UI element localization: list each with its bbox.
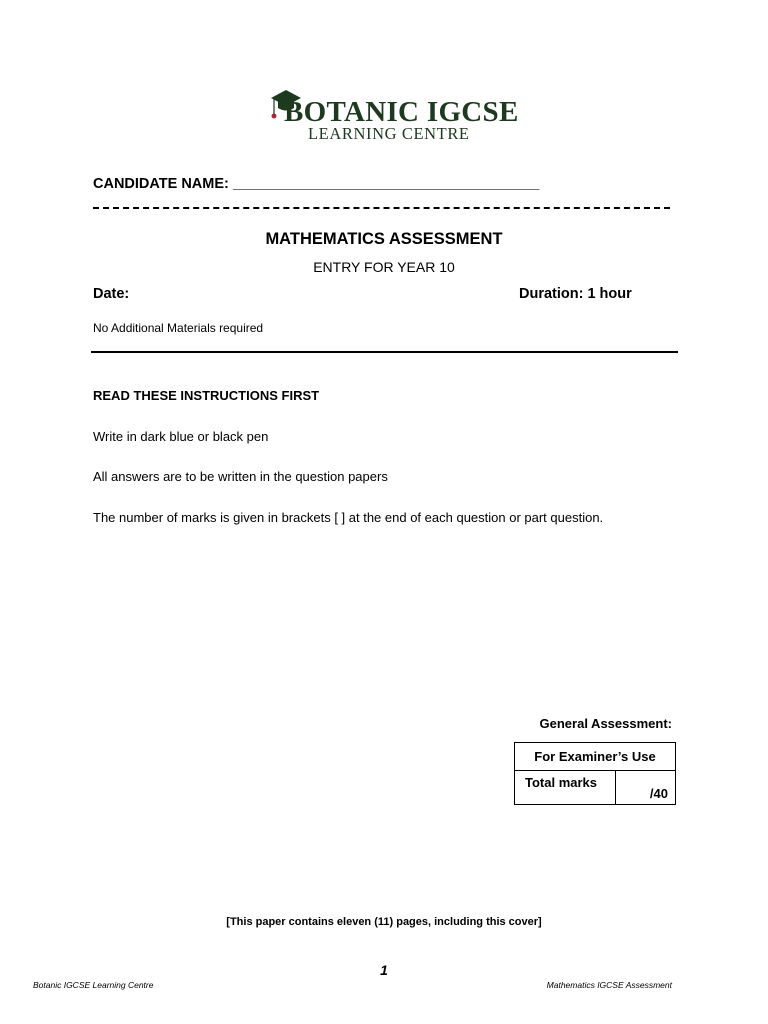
instruction-item: All answers are to be written in the question papers (93, 469, 388, 484)
date-label: Date: (93, 286, 130, 302)
candidate-name-blank: ______________________________________ (232, 176, 540, 192)
school-logo (270, 86, 519, 146)
footer-right: Mathematics IGCSE Assessment (546, 980, 672, 990)
footer-left: Botanic IGCSE Learning Centre (33, 980, 154, 990)
logo-subtitle: LEARNING CENTRE (308, 124, 470, 143)
instruction-item: The number of marks is given in brackets [ ] at the end of each question or part question. (93, 510, 604, 525)
examiner-table (514, 742, 676, 805)
total-marks-label: Total marks (515, 771, 616, 805)
candidate-name-field (93, 176, 539, 192)
materials-note: No Additional Materials required (93, 321, 264, 335)
page-number: 1 (380, 962, 388, 978)
logo-title: BOTANIC IGCSE (284, 96, 519, 128)
candidate-name-line (93, 207, 670, 209)
page-title: MATHEMATICS ASSESSMENT (265, 230, 503, 248)
total-marks-value: /40 (615, 771, 675, 805)
examiner-table-header: For Examiner’s Use (515, 743, 676, 771)
general-assessment-label: General Assessment: (539, 716, 672, 731)
candidate-name-label: CANDIDATE NAME: (93, 176, 229, 192)
horizontal-divider (91, 351, 678, 353)
instruction-item: Write in dark blue or black pen (93, 429, 269, 444)
pages-note: [This paper contains eleven (11) pages, including this cover] (226, 916, 542, 928)
duration-label: Duration: 1 hour (519, 286, 632, 302)
page-subtitle: ENTRY FOR YEAR 10 (313, 259, 455, 275)
instructions-heading: READ THESE INSTRUCTIONS FIRST (93, 388, 320, 403)
